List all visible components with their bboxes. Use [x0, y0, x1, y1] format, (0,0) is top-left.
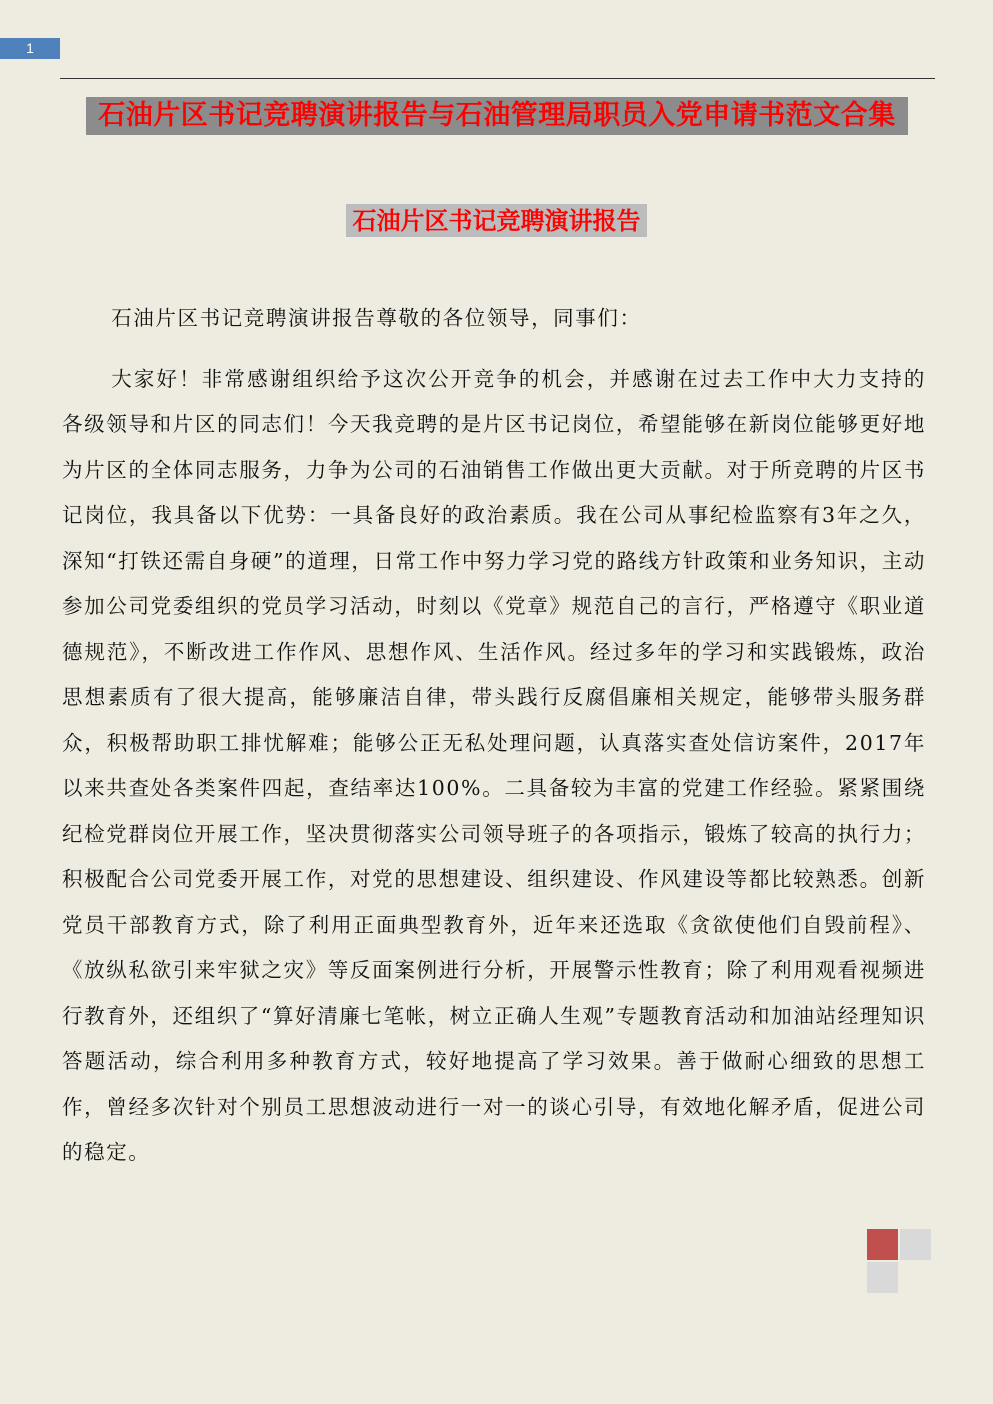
- section-title: 石油片区书记竞聘演讲报告: [346, 204, 647, 237]
- decorative-square-gray: [867, 1262, 898, 1293]
- decorative-square-red: [867, 1229, 898, 1260]
- body-paragraph: 大家好！非常感谢组织给予这次公开竞争的机会，并感谢在过去工作中大力支持的各级领导和片区的同志们！今天我竞聘的是片区书记岗位，希望能够在新岗位能够更好地为片区的全体同志服务，力争为公司的石油销售工作做出更大贡献。对于所竞聘的片区书记岗位，我具备以下优势：一具备良好的政治素质。我在公司从事纪检监察有3年之久，深知“打铁还需自身硬”的道理，日常工作中努力学习党的路线方针政策和业务知识，主动参加公司党委组织的党员学习活动，时刻以《党章》规范自己的言行，严格遵守《职业道德规范》，不断改进工作作风、思想作风、生活作风。经过多年的学习和实践锻炼，政治思想素质有了很大提高，能够廉洁自律，带头践行反腐倡廉相关规定，能够带头服务群众，积极帮助职工排忧解难；能够公正无私处理问题，认真落实查处信访案件，2017年以来共查处各类案件四起，查结率达100%。二具备较为丰富的党建工作经验。紧紧围绕纪检党群岗位开展工作，坚决贯彻落实公司领导班子的各项指示，锻炼了较高的执行力；积极配合公司党委开展工作，对党的思想建设、组织建设、作风建设等都比较熟悉。创新党员干部教育方式，除了利用正面典型教育外，近年来还选取《贪欲使他们自毁前程》、《放纵私欲引来牢狱之灾》等反面案例进行分析，开展警示性教育；除了利用观看视频进行教育外，还组织了“算好清廉七笔帐，树立正确人生观”专题教育活动和加油站经理知识答题活动，综合利用多种教育方式，较好地提高了学习效果。善于做耐心细致的思想工作，曾经多次针对个别员工思想波动进行一对一的谈心引导，有效地化解矛盾，促进公司的稳定。: [62, 366, 926, 1164]
- header-rule: [60, 78, 935, 79]
- document-title: 石油片区书记竞聘演讲报告与石油管理局职员入党申请书范文合集: [86, 97, 908, 135]
- document-body: [62, 296, 926, 1176]
- decorative-square-gray: [900, 1229, 931, 1260]
- page-number-badge: 1: [0, 38, 60, 59]
- greeting-paragraph: 石油片区书记竞聘演讲报告尊敬的各位领导，同事们：: [111, 306, 642, 330]
